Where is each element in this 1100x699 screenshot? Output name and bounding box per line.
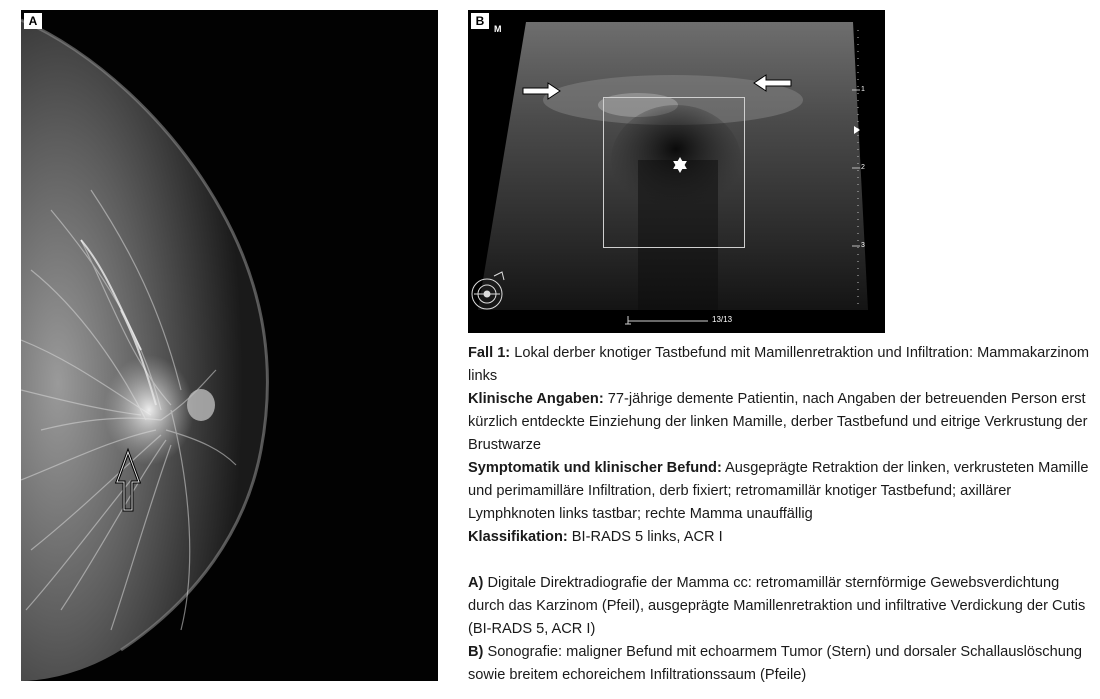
- ultrasound-graphic: [468, 10, 885, 333]
- ultrasound-image: [468, 10, 885, 333]
- legend-a-paragraph: [468, 572, 1098, 641]
- mammogram-image: [21, 10, 438, 681]
- classification-paragraph: [468, 526, 1098, 549]
- symptoms-paragraph: [468, 457, 1098, 526]
- clinical-title: Klinische Angaben:: [468, 391, 604, 407]
- legend-b-paragraph: [468, 641, 1098, 687]
- symptoms-title: Symptomatik und klinischer Befund:: [468, 460, 722, 476]
- legend-b-title: B): [468, 644, 484, 660]
- classification-title: Klassifikation:: [468, 529, 568, 545]
- depth-label-3: 3: [861, 242, 865, 249]
- legend-a-title: A): [468, 575, 484, 591]
- classification-text: BI-RADS 5 links, ACR I: [567, 529, 723, 545]
- legend-a-text: Digitale Direktradiografie der Mamma cc: retromamillär sternförmige Gewebsverdichtung durch das Karzinom (Pfeil), ausgeprägte Mamillenretraktion und infiltrative Verdickung der Cutis (BI-RADS 5, ACR I): [468, 575, 1086, 637]
- depth-label-1: 1: [861, 86, 865, 93]
- depth-label-2: 2: [861, 164, 865, 171]
- figure-caption: [468, 342, 1098, 687]
- clinical-text: 77-jährige demente Patientin, nach Angaben der betreuenden Person erst kürzlich entdeckte Einziehung der linken Mamille, derber Tastbefund und eitrige Verkrustung der Brustwarze: [468, 391, 1088, 453]
- nipple-area: [187, 389, 215, 421]
- clinical-paragraph: [468, 388, 1098, 457]
- legend-b-text: Sonografie: maligner Befund mit echoarmem Tumor (Stern) und dorsaler Schallauslöschung sowie breitem echoreichem Infiltrationssaum (Pfeile): [468, 644, 1083, 683]
- panel-a-label: A: [24, 13, 42, 29]
- dense-mass: [104, 355, 194, 465]
- probe-marker: M: [494, 24, 502, 34]
- case-paragraph: [468, 342, 1098, 388]
- case-text: Lokal derber knotiger Tastbefund mit Mamillenretraktion und Infiltration: Mammakarzinom links: [468, 345, 1090, 384]
- breast-tissue: [21, 20, 268, 681]
- symptoms-text: Ausgeprägte Retraktion der linken, verkrusteten Mamille und perimamilläre Infiltration, derb fixiert; retromamillär knotiger Tastbefund; axillärer Lymphknoten links tastbar; rechte Mamma unauffällig: [468, 460, 1089, 522]
- panel-b-label: B: [471, 13, 489, 29]
- mammogram-graphic: [21, 10, 438, 681]
- frame-counter: 13/13: [712, 315, 733, 324]
- case-title: Fall 1:: [468, 345, 511, 361]
- caption-spacer: [468, 549, 1098, 572]
- bottom-scale-bar: [625, 316, 708, 324]
